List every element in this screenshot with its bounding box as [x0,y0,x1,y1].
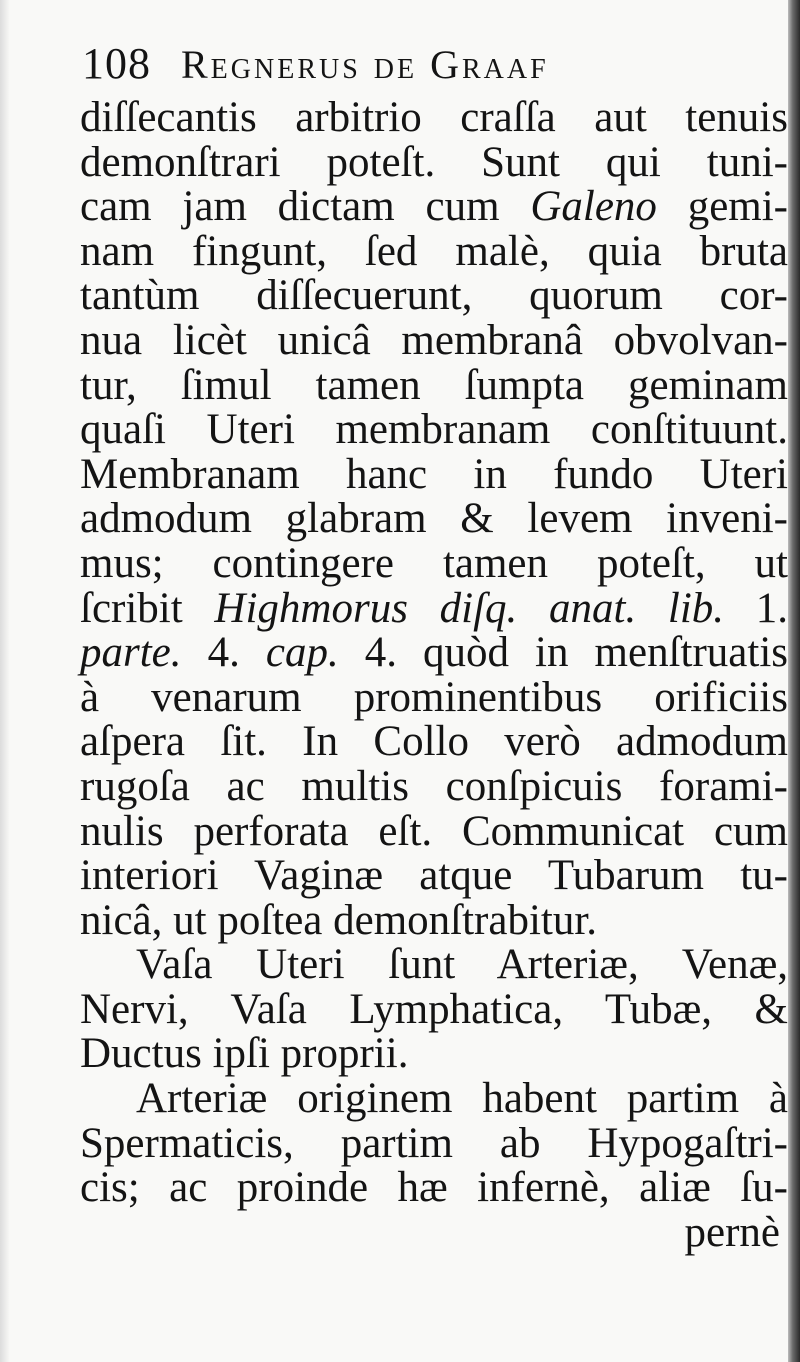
text-line: Nervi, Vaſa Lymphatica, Tubæ, & [80,985,788,1033]
text-line: Arteriæ originem habent partim à [136,1075,788,1123]
body-text [80,96,788,1255]
page-gutter-shadow [0,0,10,1362]
text-line: à venarum prominentibus orificiis [80,673,788,721]
page-number: 108 [82,39,151,88]
catchword: pernè [684,1208,780,1256]
text-line: interiori Vaginæ atque Tubarum tu- [80,852,788,900]
text-line: parte. 4. cap. 4. quòd in menſtruatis [80,629,789,677]
text-line: diſſecantis arbitrio craſſa aut tenuis [80,94,788,141]
page-edge [788,0,800,1362]
text-line: Vaſa Uteri ſunt Arteriæ, Venæ, [136,941,788,989]
text-line: cis; ac proinde hæ infernè, aliæ ſu- [80,1164,788,1212]
text-line: demonſtrari poteſt. Sunt qui tuni- [80,138,788,186]
text-line: cam jam dictam cum Galeno gemi- [80,183,788,231]
running-head: Regnerus de Graaf [181,42,549,87]
text-line: rugoſa ac multis conſpicuis forami- [80,762,788,810]
text-line: nam fingunt, ſed malè, quia bruta [80,227,788,275]
text-line: Spermaticis, partim ab Hypogaſtri- [80,1119,788,1167]
page-header [82,38,549,94]
text-line: nua licèt unicâ membranâ obvolvan- [80,316,788,364]
text-line: quaſi Uteri membranam conſtituunt. [80,406,788,454]
text-line: tantùm diſſecuerunt, quorum cor- [80,272,788,320]
text-line: tur, ſimul tamen ſumpta geminam [80,361,788,409]
text-line: Membranam hanc in fundo Uteri [80,450,788,498]
text-line: admodum glabram & levem inveni- [80,495,788,543]
text-line: mus; contingere tamen poteſt, ut [80,539,788,587]
text-line: ſcribit Highmorus diſq. anat. lib. 1. [80,584,789,632]
text-line: aſpera ſit. In Collo verò admodum [80,718,788,766]
text-line: Ductus ipſi proprii. [80,1030,409,1078]
text-line: nulis perforata eſt. Communicat cum [80,807,788,855]
text-line: nicâ, ut poſtea demonſtrabitur. [80,896,598,944]
